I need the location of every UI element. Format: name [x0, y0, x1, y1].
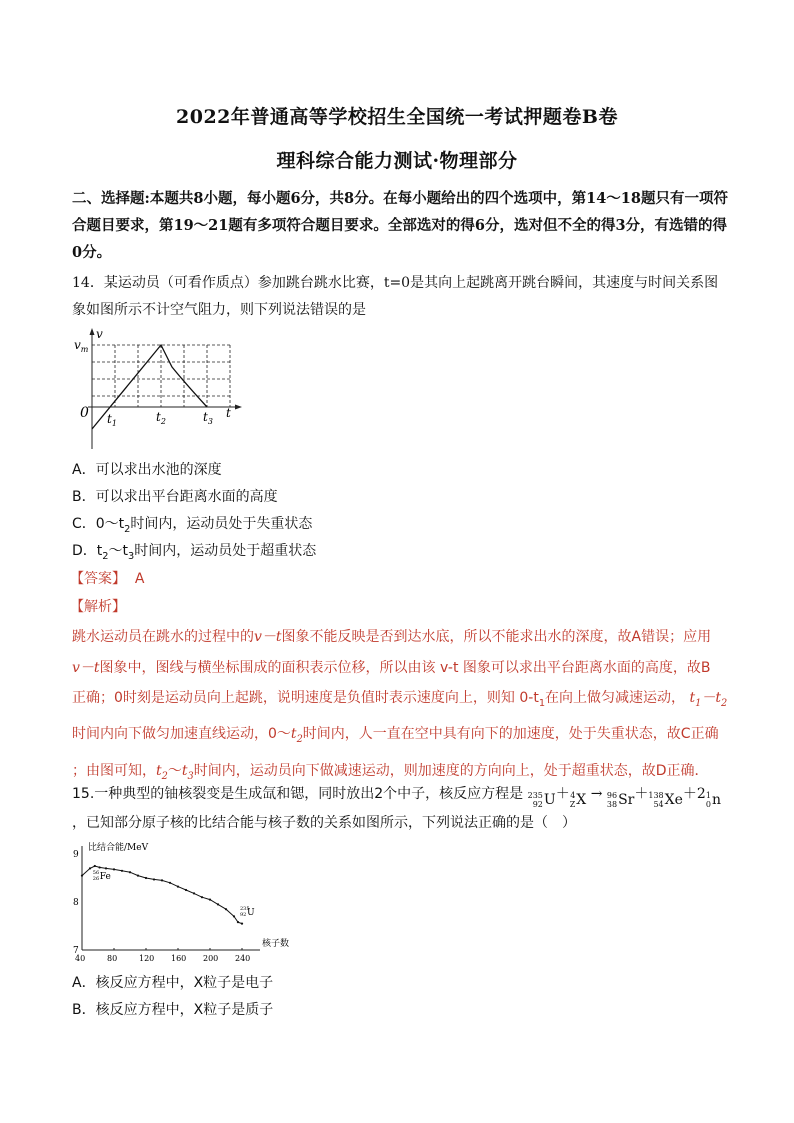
- analysis-line-1: 跳水运动员在跳水的过程中的v－t图象不能反映是否到达水底，所以不能求出水的深度，故A错误；应用: [72, 629, 712, 645]
- be-point-0: [81, 875, 83, 877]
- question-14-stem: 14．某运动员（可看作质点）参加跳台跳水比赛，t=0是其向上起跳离开跳台瞬间，其速度与时间关系图象如图所示不计空气阻力，则下列说法错误的是: [72, 275, 719, 318]
- question-15-stem-cont: ，已知部分原子核的比结合能与核子数的关系如图所示，下列说法正确的是（ ）: [72, 815, 576, 831]
- be-point-9: [145, 877, 147, 879]
- t-axis-arrow-icon: [235, 405, 242, 410]
- be-point-1: [89, 867, 91, 869]
- be-point-10: [153, 878, 155, 880]
- exam-title: 2022年普通高等学校招生全国统一考试押题卷B卷: [176, 106, 618, 128]
- be-point-2: [94, 865, 96, 867]
- q15-option-a[interactable]: A．核反应方程中，X粒子是电子: [72, 975, 274, 991]
- be-point-15: [193, 892, 195, 894]
- be-point-12: [169, 882, 171, 884]
- be-point-21: [237, 921, 239, 923]
- binding-energy-chart: [70, 838, 330, 968]
- v-axis-label: v: [96, 327, 103, 341]
- q14-option-b[interactable]: B．可以求出平台距离水面的高度: [72, 489, 278, 505]
- be-point-11: [161, 879, 163, 881]
- be-point-8: [137, 875, 139, 877]
- q14-option-c[interactable]: C．$0\sim t_2$时间内，运动员处于失重状态: [72, 516, 313, 535]
- be-point-20: [233, 915, 235, 917]
- be-point-4: [105, 867, 107, 869]
- be-point-5: [113, 868, 115, 870]
- be-point-3: [99, 866, 101, 868]
- svg-text:Fe: Fe: [99, 872, 111, 882]
- be-annotations: [93, 870, 255, 918]
- q14-analysis-label: 【解析】: [70, 599, 126, 615]
- vt-graph: [70, 325, 245, 453]
- vm-label: $v_m$: [74, 338, 89, 354]
- be-y-label: 比结合能/MeV: [88, 843, 149, 853]
- svg-text:26: 26: [92, 876, 100, 882]
- be-y-tick-2: 9: [73, 850, 79, 860]
- be-x-tick-1: 80: [107, 954, 118, 963]
- be-point-13: [177, 886, 179, 888]
- t1-label: $t_1$: [107, 412, 117, 428]
- analysis-line-4: 时间内向下做匀加速直线运动，$0\sim t_2$时间内，人一直在空中具有向下的加速度，处于失重状态，故C正确: [72, 726, 719, 746]
- exam-subtitle: 理科综合能力测试·物理部分: [276, 150, 518, 172]
- be-x-tick-3: 160: [171, 954, 187, 963]
- be-point-19: [225, 908, 227, 910]
- question-15-stem: 15.一种典型的铀核裂变是生成氙和锶，同时放出2个中子，核反应方程是 235 92 U ＋ 4 Z X → 96 38 Sr ＋ 138 54 Xe ＋2 1 0 n: [72, 786, 721, 809]
- be-point-17: [209, 899, 211, 901]
- svg-text:56: 56: [92, 870, 100, 876]
- be-x-label: 核子数: [262, 939, 290, 949]
- t-axis-label: t: [226, 406, 231, 420]
- be-point-7: [129, 871, 131, 873]
- be-x-tick-5: 240: [235, 954, 251, 963]
- q14-analysis: [72, 622, 728, 792]
- svg-text:U: U: [247, 908, 255, 919]
- t3-label: $t_3$: [203, 410, 213, 426]
- v-axis-arrow-icon: [90, 328, 95, 335]
- q14-option-a[interactable]: A．可以求出水池的深度: [72, 462, 222, 478]
- svg-text:235: 235: [240, 906, 250, 913]
- svg-text:92: 92: [240, 912, 247, 919]
- be-point-6: [121, 870, 123, 872]
- be-point-14: [185, 889, 187, 891]
- analysis-line-3: 正确；0时刻是运动员向上起跳，说明速度是负值时表示速度向上，则知 $0-t_1$在向上做匀减速运动， $t_1-t_2$: [72, 690, 728, 709]
- analysis-line-2: v－t图象中，图线与横坐标围成的面积表示位移，所以由该 v-t 图象可以求出平台距离水面的高度，故B: [72, 659, 711, 676]
- be-x-tick-0: 40: [75, 954, 86, 963]
- be-y-tick-0: 7: [73, 946, 79, 956]
- be-annotation-fe: [93, 870, 111, 882]
- analysis-line-5: ；由图可知，$t_2\sim t_3$时间内，运动员向下做减速运动，则加速度的方向向上，处于超重状态，故D正确．: [72, 762, 709, 782]
- q14-option-d[interactable]: D．$t_2\sim t_3$时间内，运动员处于超重状态: [72, 543, 317, 562]
- t2-label: $t_2$: [156, 410, 166, 426]
- be-point-16: [201, 896, 203, 898]
- q14-answer: 【答案】 A: [70, 571, 145, 587]
- be-y-tick-1: 8: [73, 898, 79, 908]
- be-point-22: [241, 923, 243, 925]
- be-x-tick-2: 120: [139, 954, 155, 963]
- be-annotation-u: [240, 906, 255, 918]
- be-x-tick-4: 200: [203, 954, 219, 963]
- be-point-18: [217, 903, 219, 905]
- q14-answer-value: A: [134, 571, 145, 587]
- vt-grid: [92, 345, 230, 407]
- q15-option-b[interactable]: B．核反应方程中，X粒子是质子: [72, 1002, 274, 1018]
- origin-label: 0: [80, 405, 89, 421]
- section-instructions: 二、选择题:本题共8小题，每小题6分，共8分。在每小题给出的四个选项中，第14～18题只有一项符合题目要求，第19～21题有多项符合题目要求。全部选对的得6分，选对但不全的得3分，有选错的得0分。: [72, 190, 728, 261]
- nuclear-equation: 235 92 U ＋ 4 Z X → 96 38 Sr ＋ 138 54 Xe ＋2 1 0 n: [527, 786, 721, 809]
